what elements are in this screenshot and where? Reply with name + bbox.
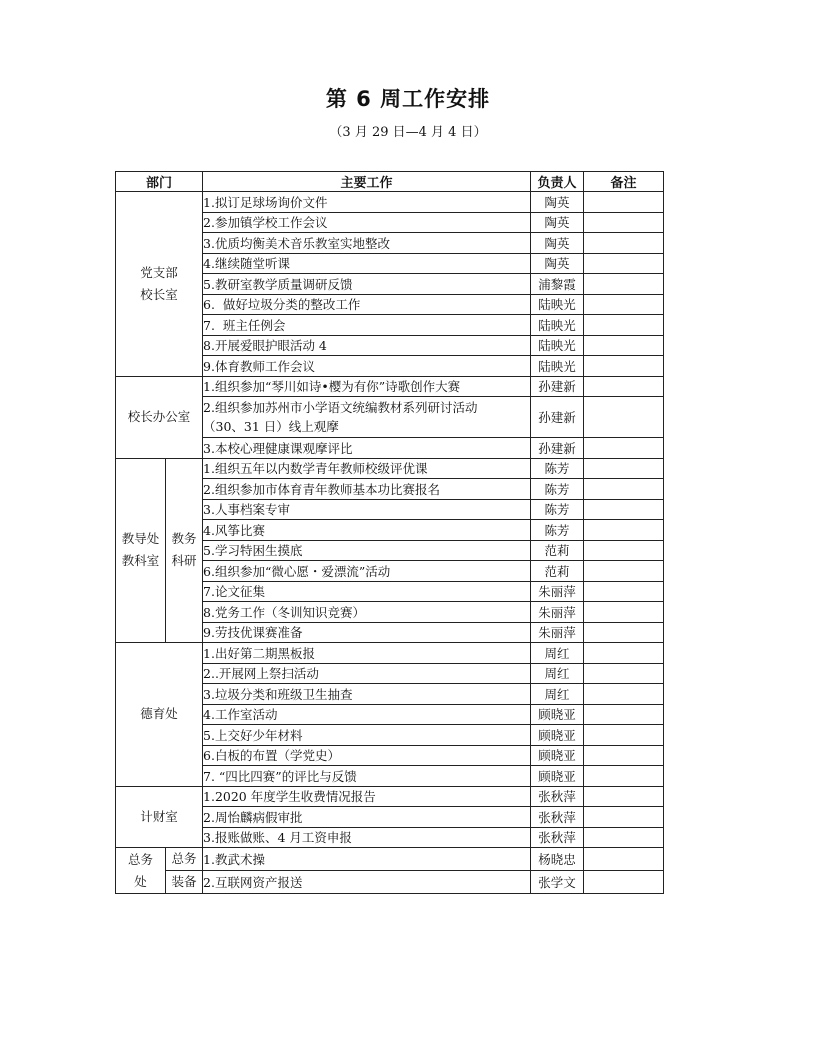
task-cell: 3.人事档案专审 [203, 499, 531, 520]
note-cell [584, 397, 664, 438]
task-cell: 4.风筝比赛 [203, 520, 531, 541]
owner-cell: 孙建新 [531, 438, 584, 459]
note-cell [584, 458, 664, 479]
header-dept: 部门 [116, 172, 203, 192]
note-cell [584, 356, 664, 377]
owner-cell: 顾晓亚 [531, 704, 584, 725]
note-cell [584, 233, 664, 254]
task-cell: 8.开展爱眼护眼活动 4 [203, 335, 531, 356]
note-cell [584, 315, 664, 336]
header-row [116, 172, 664, 192]
owner-cell: 陆映光 [531, 335, 584, 356]
task-cell: 2.参加镇学校工作会议 [203, 212, 531, 233]
owner-cell: 陶英 [531, 212, 584, 233]
date-range: （3 月 29 日—4 月 4 日） [329, 125, 487, 140]
owner-cell: 顾晓亚 [531, 725, 584, 746]
header-note: 备注 [584, 172, 664, 192]
task-cell: 9.体育教师工作会议 [203, 356, 531, 377]
owner-cell: 顾晓亚 [531, 745, 584, 766]
owner-cell: 范莉 [531, 540, 584, 561]
note-cell [584, 725, 664, 746]
task-cell: 9.劳技优课赛准备 [203, 622, 531, 643]
task-cell: 6.组织参加“微心愿・爱漂流”活动 [203, 561, 531, 582]
owner-cell: 张秋萍 [531, 827, 584, 848]
task-cell: 5.教研室教学质量调研反馈 [203, 274, 531, 295]
note-cell [584, 479, 664, 500]
owner-cell: 张学文 [531, 871, 584, 894]
task-cell: 2.组织参加市体育青年教师基本功比赛报名 [203, 479, 531, 500]
owner-cell: 陆映光 [531, 315, 584, 336]
task-cell: 3.报账做账、4 月工资申报 [203, 827, 531, 848]
note-cell [584, 253, 664, 274]
owner-cell: 张秋萍 [531, 786, 584, 807]
owner-cell: 范莉 [531, 561, 584, 582]
table-row [116, 871, 664, 894]
note-cell [584, 663, 664, 684]
note-cell [584, 499, 664, 520]
note-cell [584, 871, 664, 894]
task-cell: 7. “四比四赛”的评比与反馈 [203, 766, 531, 787]
owner-cell: 朱丽萍 [531, 622, 584, 643]
table-row [116, 192, 664, 213]
note-cell [584, 335, 664, 356]
task-cell: 1.出好第二期黑板报 [203, 643, 531, 664]
note-cell [584, 581, 664, 602]
owner-cell: 陆映光 [531, 356, 584, 377]
dept-academic-sub: 教务 科研 [166, 458, 203, 643]
owner-cell: 陆映光 [531, 294, 584, 315]
note-cell [584, 622, 664, 643]
header-work: 主要工作 [203, 172, 531, 192]
note-cell [584, 643, 664, 664]
dept-party: 党支部 校长室 [116, 192, 203, 377]
page-title: 第 6 周工作安排 [325, 87, 491, 111]
note-cell [584, 520, 664, 541]
note-cell [584, 745, 664, 766]
note-cell [584, 540, 664, 561]
task-cell: 2.互联网资产报送 [203, 871, 531, 894]
note-cell [584, 212, 664, 233]
note-cell [584, 827, 664, 848]
owner-cell: 张秋萍 [531, 807, 584, 828]
owner-cell: 陈芳 [531, 499, 584, 520]
table-row [116, 458, 664, 479]
owner-cell: 朱丽萍 [531, 581, 584, 602]
note-cell [584, 376, 664, 397]
task-cell: 6. 做好垃圾分类的整改工作 [203, 294, 531, 315]
task-cell: 7.论文征集 [203, 581, 531, 602]
task-cell: 1.组织参加“琴川如诗•樱为有你”诗歌创作大赛 [203, 376, 531, 397]
note-cell [584, 561, 664, 582]
dept-general-sub-affairs: 总务 [166, 848, 203, 871]
note-cell [584, 704, 664, 725]
table-row [116, 376, 664, 397]
task-cell: 5.学习特困生摸底 [203, 540, 531, 561]
note-cell [584, 807, 664, 828]
owner-cell: 陈芳 [531, 479, 584, 500]
note-cell [584, 766, 664, 787]
owner-cell: 浦黎霞 [531, 274, 584, 295]
dept-finance: 计财室 [116, 786, 203, 848]
owner-cell: 顾晓亚 [531, 766, 584, 787]
task-cell: 6.白板的布置（学党史） [203, 745, 531, 766]
dept-moral: 德育处 [116, 643, 203, 787]
task-cell: 1.2020 年度学生收费情况报告 [203, 786, 531, 807]
owner-cell: 周红 [531, 643, 584, 664]
owner-cell: 周红 [531, 663, 584, 684]
note-cell [584, 602, 664, 623]
owner-cell: 陈芳 [531, 458, 584, 479]
header-owner: 负责人 [531, 172, 584, 192]
dept-academic: 教导处 教科室 [116, 458, 166, 643]
note-cell [584, 274, 664, 295]
owner-cell: 朱丽萍 [531, 602, 584, 623]
task-cell: 4.工作室活动 [203, 704, 531, 725]
task-cell: 2.组织参加苏州市小学语文统编教材系列研讨活动 （30、31 日）线上观摩 [203, 397, 531, 438]
task-cell: 2..开展网上祭扫活动 [203, 663, 531, 684]
table-row [116, 643, 664, 664]
task-cell: 1.拟订足球场询价文件 [203, 192, 531, 213]
task-cell: 3.垃圾分类和班级卫生抽查 [203, 684, 531, 705]
task-cell: 7. 班主任例会 [203, 315, 531, 336]
task-cell: 3.本校心理健康课观摩评比 [203, 438, 531, 459]
note-cell [584, 786, 664, 807]
dept-general-sub-equipment: 装备 [166, 871, 203, 894]
owner-cell: 陶英 [531, 233, 584, 254]
note-cell [584, 294, 664, 315]
note-cell [584, 684, 664, 705]
owner-cell: 杨晓忠 [531, 848, 584, 871]
dept-principal-office: 校长办公室 [116, 376, 203, 458]
owner-cell: 孙建新 [531, 397, 584, 438]
dept-general: 总务 处 [116, 848, 166, 894]
table-row [116, 848, 664, 871]
task-cell: 3.优质均衡美术音乐教室实地整改 [203, 233, 531, 254]
task-cell: 5.上交好少年材料 [203, 725, 531, 746]
task-cell: 1.组织五年以内数学青年教师校级评优课 [203, 458, 531, 479]
owner-cell: 周红 [531, 684, 584, 705]
owner-cell: 陈芳 [531, 520, 584, 541]
task-cell: 2.周怡麟病假审批 [203, 807, 531, 828]
owner-cell: 陶英 [531, 253, 584, 274]
note-cell [584, 192, 664, 213]
note-cell [584, 438, 664, 459]
note-cell [584, 848, 664, 871]
task-cell: 8.党务工作（冬训知识竞赛） [203, 602, 531, 623]
task-cell: 1.教武术操 [203, 848, 531, 871]
table-row [116, 786, 664, 807]
owner-cell: 陶英 [531, 192, 584, 213]
task-cell: 4.继续随堂听课 [203, 253, 531, 274]
owner-cell: 孙建新 [531, 376, 584, 397]
schedule-table [115, 171, 664, 894]
